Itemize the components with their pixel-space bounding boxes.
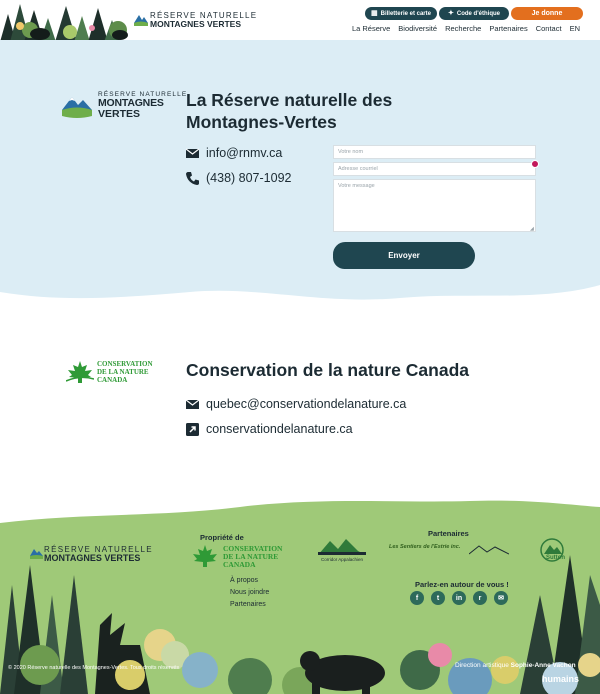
map-icon: ▦ (371, 10, 378, 17)
partner-sentiers-logo[interactable] (389, 544, 509, 558)
ethics-code-label: Code d'éthique (456, 10, 500, 17)
sutton-mountain-icon (538, 538, 572, 566)
cnc-logo-line1: CONSERVATION (97, 360, 153, 368)
rmnv-mountain-icon (62, 94, 92, 118)
corridor-mountain-icon (318, 537, 366, 555)
agency-logo[interactable]: humains (542, 674, 580, 684)
partners-label: Partenaires (428, 529, 469, 538)
footer-links (230, 577, 269, 608)
rmnv-logo-line2: MONTAGNES (98, 97, 164, 109)
partner-sutton-name: Sutton (546, 555, 565, 561)
cnc-logo-line3: CANADA (97, 376, 128, 384)
footer-cnc-logo[interactable] (191, 543, 301, 569)
rmnv-logo-line3: VERTES (98, 108, 141, 120)
partner-corridor-logo[interactable] (318, 537, 366, 563)
rmnv-phone[interactable]: (438) 807-1092 (206, 171, 292, 185)
ticketing-label: Billetterie et carte (380, 10, 431, 17)
message-textarea[interactable]: Votre message (333, 179, 536, 232)
required-indicator (531, 160, 539, 168)
nav-item-recherche[interactable]: Recherche (445, 24, 482, 33)
art-direction-credit (455, 662, 576, 669)
footer-maple-leaf-icon (191, 545, 219, 569)
owned-by-label: Propriété de (200, 533, 244, 542)
rmnv-email[interactable]: info@rnmv.ca (206, 146, 283, 160)
header-logo[interactable] (134, 11, 258, 31)
nav-item-reserve[interactable]: La Réserve (351, 24, 391, 33)
main-nav (352, 24, 580, 33)
rmnv-logo (62, 91, 188, 121)
hiker-icon: ✦ (448, 10, 454, 17)
donate-label: Je donne (531, 10, 563, 17)
nav-item-biodiversite[interactable]: Biodiversité (398, 24, 438, 33)
ethics-code-button[interactable] (439, 7, 509, 20)
cnc-logo (66, 359, 176, 387)
credit-prefix: Direction artistique (455, 662, 509, 669)
nav-item-language[interactable]: EN (569, 24, 580, 33)
rmnv-title: La Réserve naturelle des Montagnes-Vertes (186, 90, 393, 132)
copyright: © 2020 Réserve naturelle des Montagnes-Vertes. Tous droits réservés. (8, 665, 181, 671)
footer-logo-line2: MONTAGNES VERTES (44, 553, 141, 563)
credit-name[interactable]: Sophie-Anne Vachon (510, 662, 576, 669)
nav-item-contact[interactable]: Contact (535, 24, 562, 33)
cnc-logo-line2: DE LA NATURE (97, 368, 149, 376)
email-input[interactable]: Adresse courriel (333, 162, 536, 176)
social-label: Parlez-en autour de vous ! (415, 580, 509, 589)
header-forest-illustration (0, 0, 135, 42)
name-input[interactable]: Votre nom (333, 145, 536, 159)
ticketing-button[interactable] (365, 7, 437, 20)
sentiers-ridge-icon (469, 544, 509, 556)
nav-item-partenaires[interactable]: Partenaires (489, 24, 528, 33)
rmnv-phone-row[interactable] (186, 171, 291, 185)
partner-corridor-name: Corridor Appalachien (320, 557, 364, 562)
footer-cnc-line3: CANADA (223, 560, 256, 569)
email-share-icon[interactable]: ✉ (494, 591, 508, 605)
footer-cnc-line1: CONSERVATION (223, 544, 283, 553)
textarea-resize-handle[interactable]: ◢ (530, 226, 534, 232)
envelope-icon (186, 147, 199, 160)
submit-button[interactable]: Envoyer (333, 242, 475, 269)
twitter-icon[interactable]: t (431, 591, 445, 605)
cnc-title: Conservation de la nature Canada (186, 360, 469, 380)
footer-logo[interactable] (30, 545, 180, 565)
phone-icon (186, 172, 199, 185)
header-logo-line1: RÉSERVE NATURELLE (150, 11, 258, 20)
cnc-email-row[interactable] (186, 397, 406, 411)
cnc-website[interactable]: conservationdelanature.ca (206, 422, 353, 436)
external-link-icon (186, 423, 199, 436)
rmnv-logo-line1: RÉSERVE NATURELLE (98, 91, 188, 98)
site-header (0, 0, 600, 41)
footer-link-about[interactable]: À propos (230, 577, 259, 584)
header-logo-line2: MONTAGNES VERTES (150, 19, 241, 29)
footer-cnc-line2: DE LA NATURE (223, 552, 279, 561)
reddit-icon[interactable]: r (473, 591, 487, 605)
partner-sutton-logo[interactable] (538, 538, 572, 566)
logo-mountain-icon (134, 12, 148, 26)
footer-link-contact[interactable]: Nous joindre (230, 589, 270, 596)
footer-link-partners[interactable]: Partenaires (230, 601, 266, 608)
facebook-icon[interactable]: f (410, 591, 424, 605)
cnc-website-row[interactable] (186, 422, 353, 436)
donate-button[interactable] (511, 7, 583, 20)
rmnv-email-row[interactable] (186, 146, 282, 160)
maple-leaf-icon (66, 361, 94, 385)
cnc-email[interactable]: quebec@conservationdelanature.ca (206, 397, 407, 411)
envelope-icon (186, 398, 199, 411)
partner-sentiers-name: Les Sentiers de l'Estrie inc. (389, 544, 461, 550)
linkedin-icon[interactable]: in (452, 591, 466, 605)
footer-logo-line1: RÉSERVE NATURELLE (44, 545, 153, 554)
footer-logo-mountain-icon (30, 546, 43, 559)
